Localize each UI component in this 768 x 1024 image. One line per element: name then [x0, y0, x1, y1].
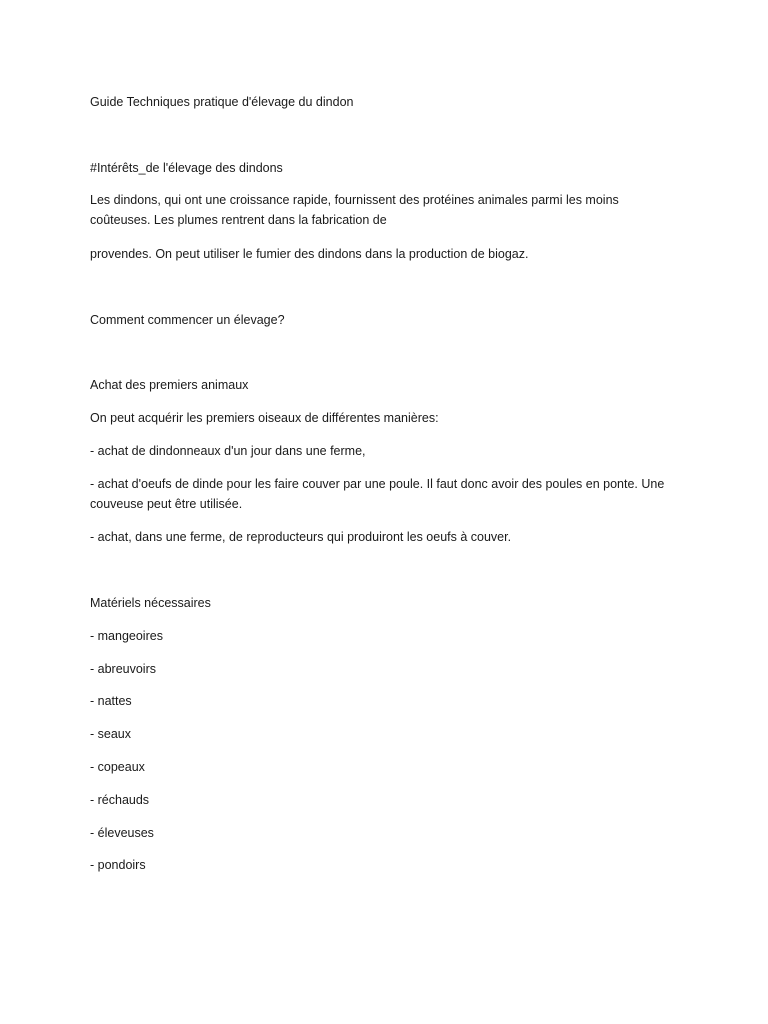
- list-item: - réchauds: [90, 793, 150, 807]
- paragraph-interets-1: Les dindons, qui ont une croissance rapide, fournissent des protéines animales parmi les moins coûteuses. Les plumes rentrent dans la fabrication de: [90, 193, 619, 227]
- list-item: - achat, dans une ferme, de reproducteurs qui produiront les oeufs à couver.: [90, 530, 512, 544]
- list-item: - pondoirs: [90, 858, 146, 872]
- paragraph-interets-2: provendes. On peut utiliser le fumier des dindons dans la production de biogaz.: [90, 247, 529, 261]
- list-item: - éleveuses: [90, 826, 154, 840]
- paragraph-achat-intro: On peut acquérir les premiers oiseaux de différentes manières:: [90, 411, 439, 425]
- section-heading-commencer: Comment commencer un élevage?: [90, 313, 285, 327]
- list-item: - mangeoires: [90, 629, 163, 643]
- section-heading-achat: Achat des premiers animaux: [90, 378, 249, 392]
- list-item: - achat de dindonneaux d'un jour dans une ferme,: [90, 444, 366, 458]
- list-item: - achat d'oeufs de dinde pour les faire couver par une poule. Il faut donc avoir des poules en ponte. Une couveuse peut être utilisée.: [90, 477, 665, 511]
- list-item: - nattes: [90, 694, 132, 708]
- document-title: Guide Techniques pratique d'élevage du dindon: [90, 95, 354, 109]
- list-item: - seaux: [90, 727, 131, 741]
- section-heading-materiels: Matériels nécessaires: [90, 596, 211, 610]
- list-item: - copeaux: [90, 760, 145, 774]
- section-heading-interets: #Intérêts_de l'élevage des dindons: [90, 161, 283, 175]
- list-item: - abreuvoirs: [90, 662, 156, 676]
